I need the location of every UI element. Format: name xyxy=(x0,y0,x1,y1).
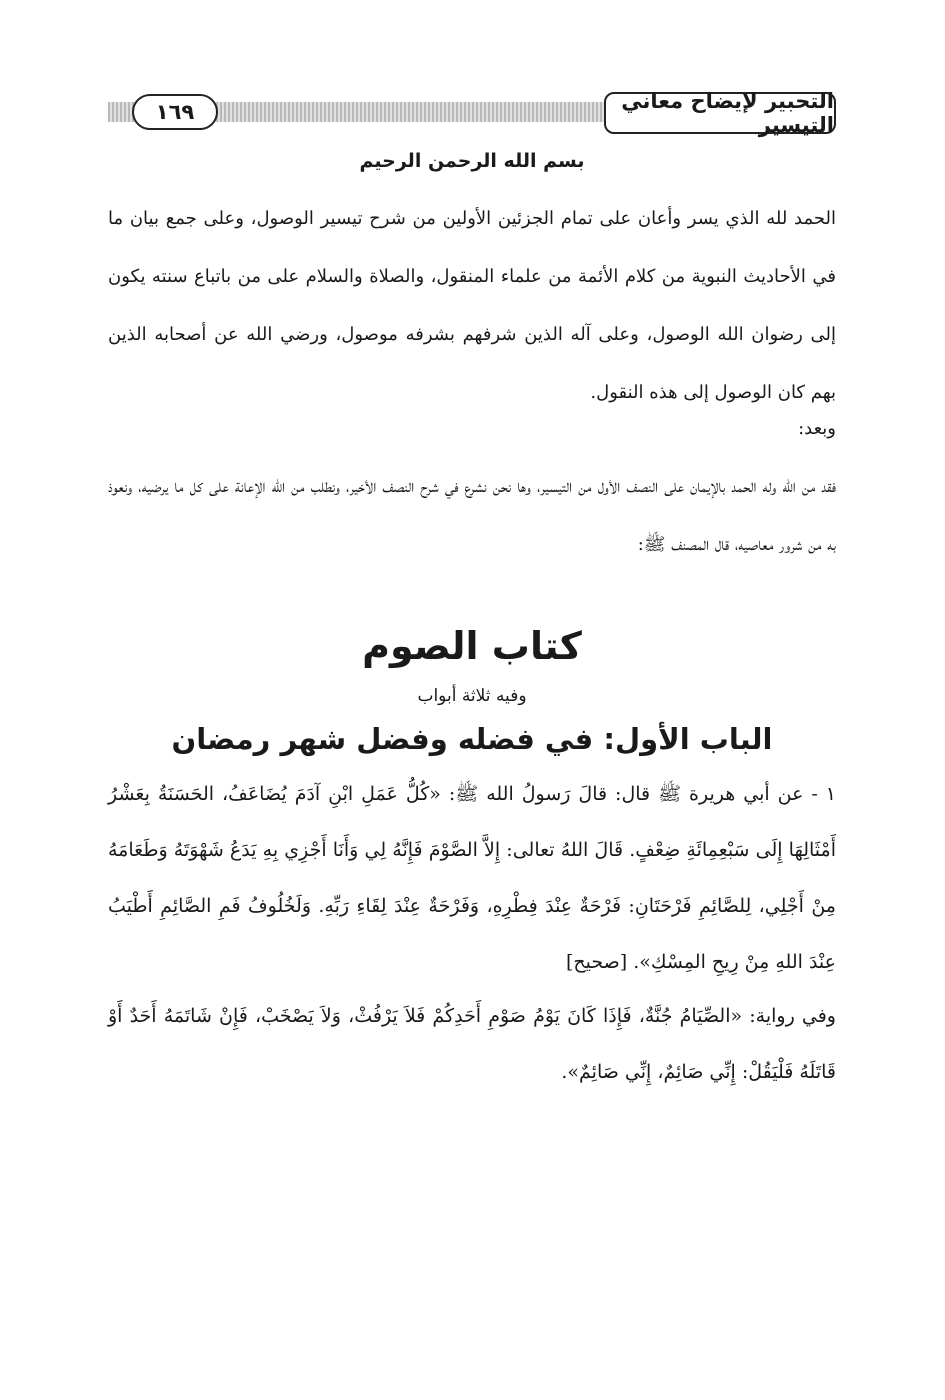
chapter-title: الباب الأول: في فضله وفضل شهر رمضان xyxy=(171,722,773,756)
book-subtitle: وفيه ثلاثة أبواب xyxy=(417,686,527,706)
page-header xyxy=(108,89,836,137)
intro-paragraph: فقد من الله وله الحمد بالإيمان على النصف الأول من التيسير، وها نحن نشرع في شرح النصف الأخير، ونطلب من الله الإعانة على كل ما يرضيه، ونعوذ به من شرور معاصيه، قال المصنف ﷺ: xyxy=(108,476,836,555)
page-number: ١٦٩ xyxy=(132,94,218,130)
hadith-variant-text: وفي رواية: «الصِّيَامُ جُنَّةٌ، فَإِذَا كَانَ يَوْمُ صَوْمِ أَحَدِكُمْ فَلاَ يَرْفُثْ، وَلاَ يَصْخَبْ، فَإِنْ شَاتَمَهُ أَحَدٌ أَوْ قَاتَلَهُ فَلْيَقُلْ: إِنِّي صَائِمٌ، إِنِّي صَائِمٌ». xyxy=(108,1005,836,1083)
hadith-text: ١ - عن أبي هريرة ﷺ قال: قالَ رَسولُ الله ﷺ: «كُلُّ عَمَلِ ابْنِ آدَمَ يُضَاعَفُ، الحَسَنَةُ بِعَشْرُ أَمْثَالِهَا إِلَى سَبْعِمِائَةِ ضِعْفٍ. قَالَ اللهُ تعالى: إِلاَّ الصَّوْمَ فَإِنَّهُ لِي وَأَنَا أَجْزِي بِهِ يَدَعُ شَهْوَتَهُ وَطَعَامَهُ مِنْ أَجْلِي، لِلصَّائِمِ فَرْحَتَانِ: فَرْحَةٌ عِنْدَ فِطْرِهِ، وَفَرْحَةٌ عِنْدَ لِقَاءِ رَبِّهِ. وَلَخُلُوفُ فَمِ الصَّائِمِ أَطْيَبُ عِنْدَ اللهِ مِنْ رِيحِ المِسْكِ». [صحيح] xyxy=(108,783,836,973)
intro-paragraph: الحمد لله الذي يسر وأعان على تمام الجزئين الأولين من شرح تيسير الوصول، وعلى جمع بيان ما في الأحاديث النبوية من كلام الأئمة من علماء المنقول، والصلاة والسلام على من باتباع سنته يكون إلى رضوان الله الوصول، وعلى آله الذين شرفهم بشرفه موصول، ورضي الله عن أصحابه الذين بهم كان الوصول إلى هذه النقول. xyxy=(108,208,836,403)
basmala: بسم الله الرحمن الرحيم xyxy=(359,150,585,172)
intro-wa-baad: وبعد: xyxy=(798,418,836,439)
book-title: كتاب الصوم xyxy=(362,624,582,668)
book-header-title: التحبير لإيضاح معاني التيسير xyxy=(604,92,836,134)
